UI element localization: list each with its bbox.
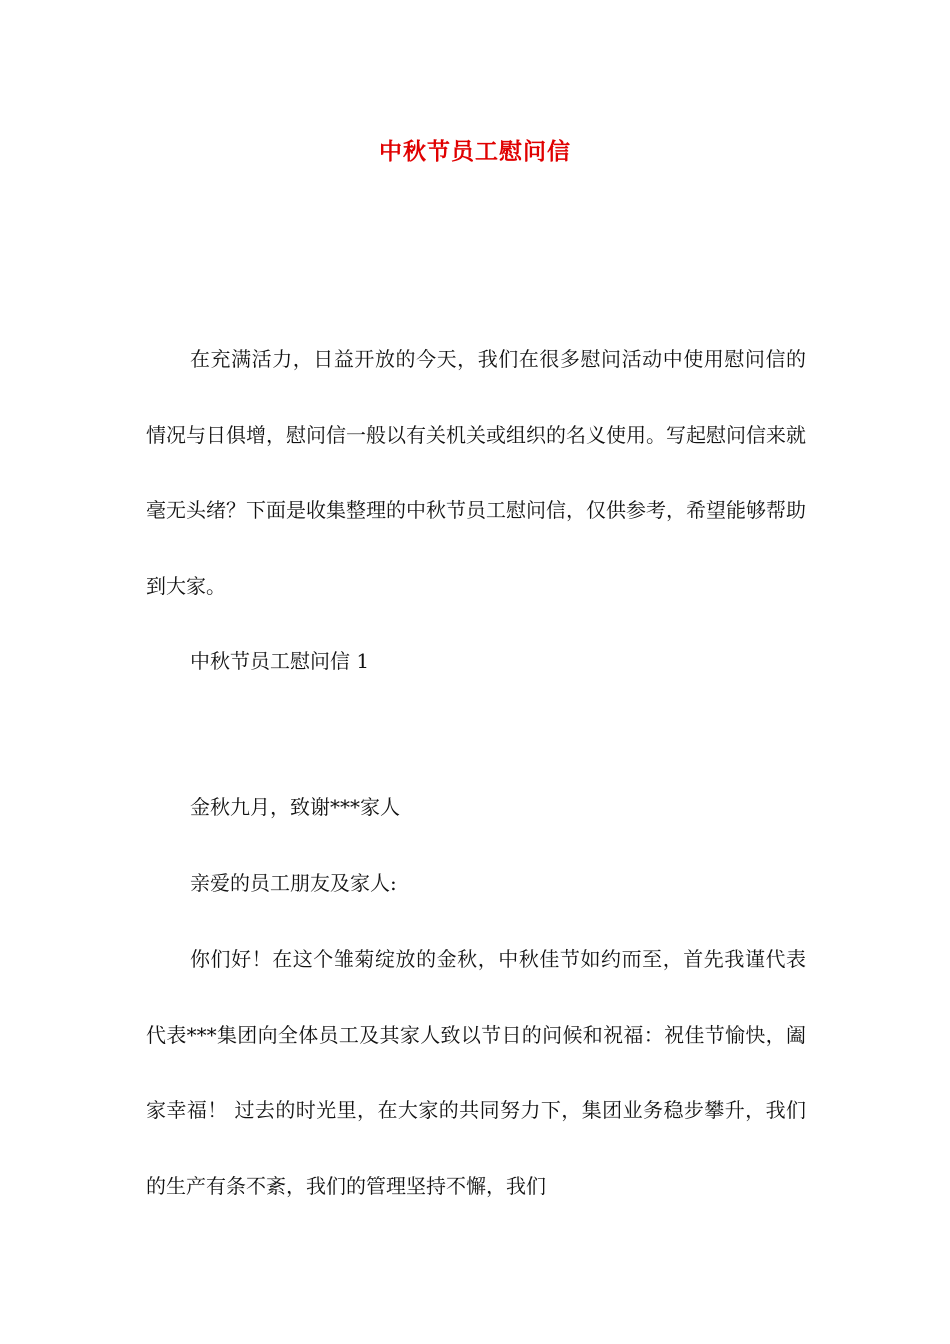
intro-paragraph: 在充满活力，日益开放的今天，我们在很多慰问活动中使用慰问信的情况与日俱增，慰问信一般以有关机关或组织的名义使用。写起慰问信来就毫无头绪？下面是收集整理的中秋节员工慰问信，仅供参考，希望能够帮助到大家。 — [146, 347, 806, 598]
letter-salutation: 亲爱的员工朋友及家人: — [190, 871, 397, 895]
section-heading: 中秋节员工慰问信 1 — [190, 649, 370, 673]
letter-subtitle: 金秋九月，致谢***家人 — [190, 795, 400, 819]
letter-body-paragraph: 你们好！在这个雏菊绽放的金秋，中秋佳节如约而至，首先我谨代表代表***集团向全体员工及其家人致以节日的问候和祝福：祝佳节愉快，阖家幸福！ 过去的时光里，在大家的共同努力下，集团业务稳步攀升，我们的生产有条不紊，我们的管理坚持不懈，我们 — [146, 947, 806, 1198]
document-title: 中秋节员工慰问信 — [379, 138, 571, 165]
